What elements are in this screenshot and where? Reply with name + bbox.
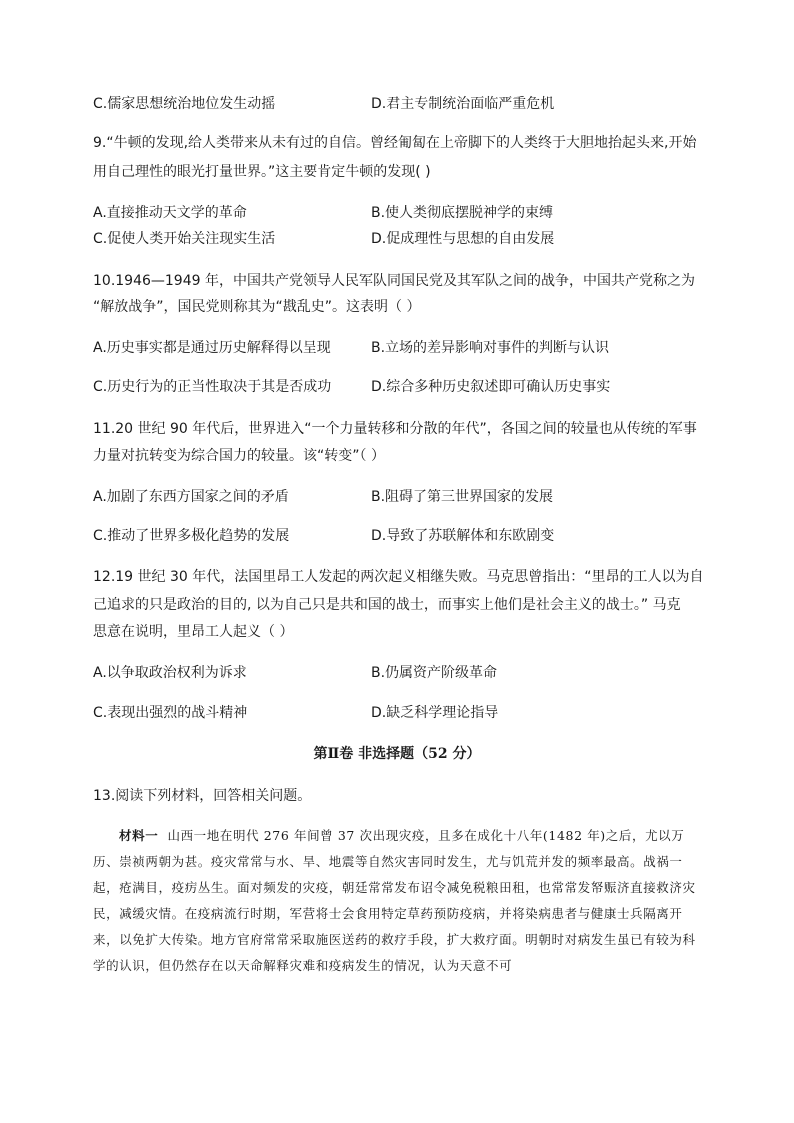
q12-option-a: A.以争取政治权利为诉求 (93, 665, 247, 681)
q9-option-b: B.使人类彻底摆脱神学的束缚 (371, 205, 554, 221)
section-title: 第Ⅱ卷 非选择题（52 分） (313, 746, 481, 762)
q10-stem-line-2: “解放战争”，国民党则称其为“戡乱史”。这表明（ ） (93, 299, 421, 315)
q11-option-d: D.导致了苏联解体和东欧剧变 (371, 528, 555, 544)
q9-stem-line-2: 用自己理性的眼光打量世界。”这主要肯定牛顿的发现( ) (93, 164, 431, 180)
q12-option-c: C.表现出强烈的战斗精神 (93, 705, 248, 721)
q9-option-a: A.直接推动天文学的革命 (93, 205, 247, 221)
q11-option-a: A.加剧了东西方国家之间的矛盾 (93, 489, 289, 505)
q8-option-c: C.儒家思想统治地位发生动摇 (93, 96, 276, 112)
q10-option-c: C.历史行为的正当性取决于其是否成功 (93, 379, 332, 395)
q12-stem-line-3: 思意在说明，里昂工人起义（ ） (93, 624, 294, 640)
q10-stem-line-1: 10.1946—1949 年，中国共产党领导人民军队同国民党及其军队之间的战争，中国共产党称之为 (93, 273, 695, 289)
q10-option-d: D.综合多种历史叙述即可确认历史事实 (371, 379, 611, 395)
q11-option-b: B.阻碍了第三世界国家的发展 (371, 489, 554, 505)
q12-option-b: B.仍属资产阶级革命 (371, 665, 498, 681)
q11-stem-line-1: 11.20 世纪 90 年代后，世界进入“一个力量转移和分散的年代”，各国之间的较量也从传统的军事 (93, 421, 697, 437)
q13-material-1 (93, 823, 701, 979)
q12-stem-line-2: 己追求的只是政治的目的, 以为自己只是共和国的战士，而事实上他们是社会主义的战士。” 马克 (93, 597, 681, 613)
q9-option-c: C.促使人类开始关注现实生活 (93, 231, 276, 247)
q10-option-b: B.立场的差异影响对事件的判断与认识 (371, 340, 610, 356)
q11-option-c: C.推动了世界多极化趋势的发展 (93, 528, 290, 544)
q12-option-d: D.缺乏科学理论指导 (371, 705, 499, 721)
q12-stem-line-1: 12.19 世纪 30 年代，法国里昂工人发起的两次起义相继失败。马克思曾指出：“里昂的工人以为自 (93, 569, 704, 585)
material-text: 山西一地在明代 276 年间曾 37 次出现灾疫，且多在成化十八年(1482 年)之后，尤以万历、崇祯两朝为甚。疫灾常常与水、旱、地震等自然灾害同时发生，尤与饥荒并发的频率最高。战祸一起，疮满目，疫疠丛生。面对频发的灾疫，朝廷常常发布诏令减免税粮田租，也常常发帑赈济直接救济灾民，减缓灾情。在疫病流行时期，军营将士会食用特定草药预防疫病，并将染病患者与健康士兵隔离开来，以免扩大传染。地方官府常常采取施医送药的救疗手段，扩大救疗面。明朝时对病发生虽已有较为科学的认识，但仍然存在以天命解释灾难和疫病发生的情况，认为天意不可 (93, 828, 696, 973)
material-label: 材料一 (119, 828, 159, 843)
q11-stem-line-2: 力量对抗转变为综合国力的较量。该“转变”（ ） (93, 448, 385, 464)
q13-stem: 13.阅读下列材料，回答相关问题。 (93, 788, 312, 804)
q9-stem-line-1: 9.“牛顿的发现,给人类带来从未有过的自信。曾经匍匐在上帝脚下的人类终于大胆地抬起头来,开始 (93, 135, 697, 151)
q10-option-a: A.历史事实都是通过历史解释得以呈现 (93, 340, 331, 356)
q9-option-d: D.促成理性与思想的自由发展 (371, 231, 555, 247)
q8-option-d: D.君主专制统治面临严重危机 (371, 96, 555, 112)
